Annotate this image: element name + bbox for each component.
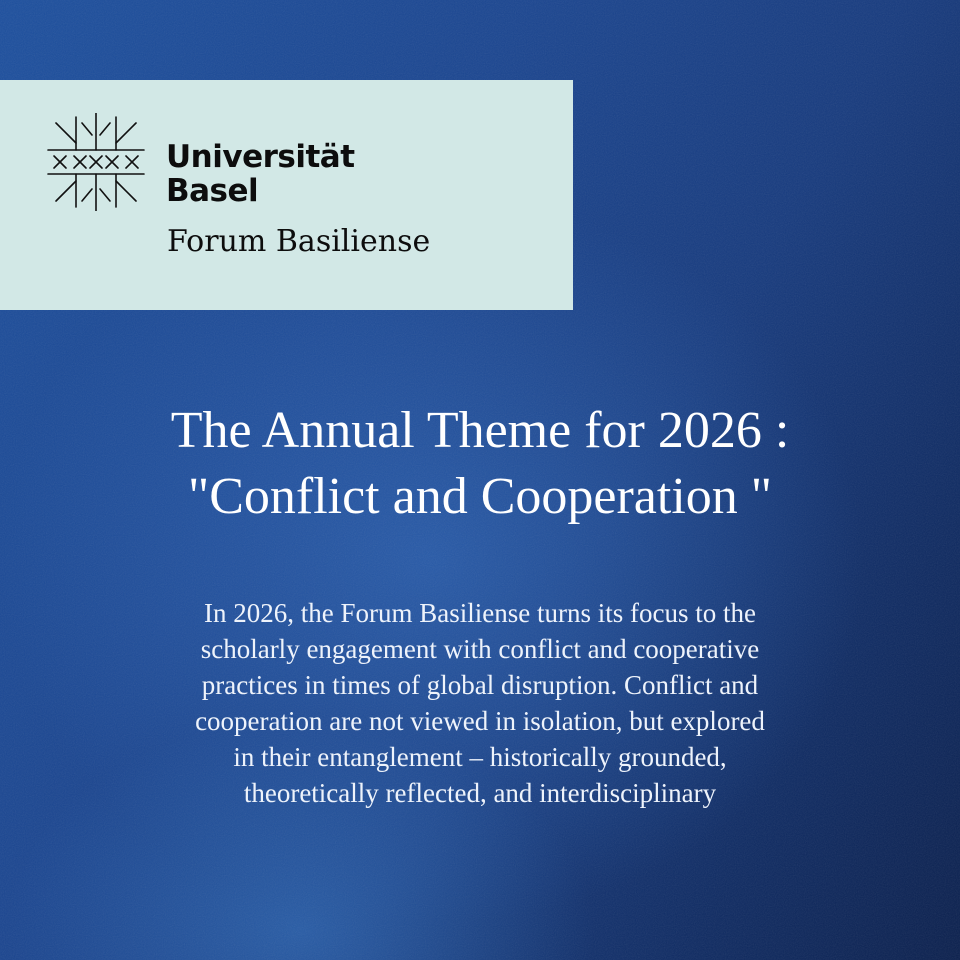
description-line: theoretically reflected, and interdisciplinary [243, 778, 717, 808]
description-line: cooperation are not viewed in isolation, but explored [195, 706, 765, 736]
university-basel-logo-icon [46, 113, 146, 211]
university-name-line2: Basel [166, 173, 259, 209]
description-line: In 2026, the Forum Basiliense turns its focus to the [204, 598, 756, 628]
headline-line2: "Conflict and Cooperation " [187, 468, 772, 525]
university-name-line1: Universität [166, 139, 355, 175]
headline-line1: The Annual Theme for 2026 : [170, 402, 790, 459]
university-name [166, 140, 355, 208]
description [120, 595, 840, 811]
forum-name: Forum Basiliense [167, 224, 431, 259]
description-line: practices in times of global disruption. Conflict and [201, 670, 759, 700]
description-line: scholarly engagement with conflict and cooperative [200, 634, 760, 664]
headline [60, 398, 900, 530]
description-line: in their entanglement – historically grounded, [233, 742, 727, 772]
